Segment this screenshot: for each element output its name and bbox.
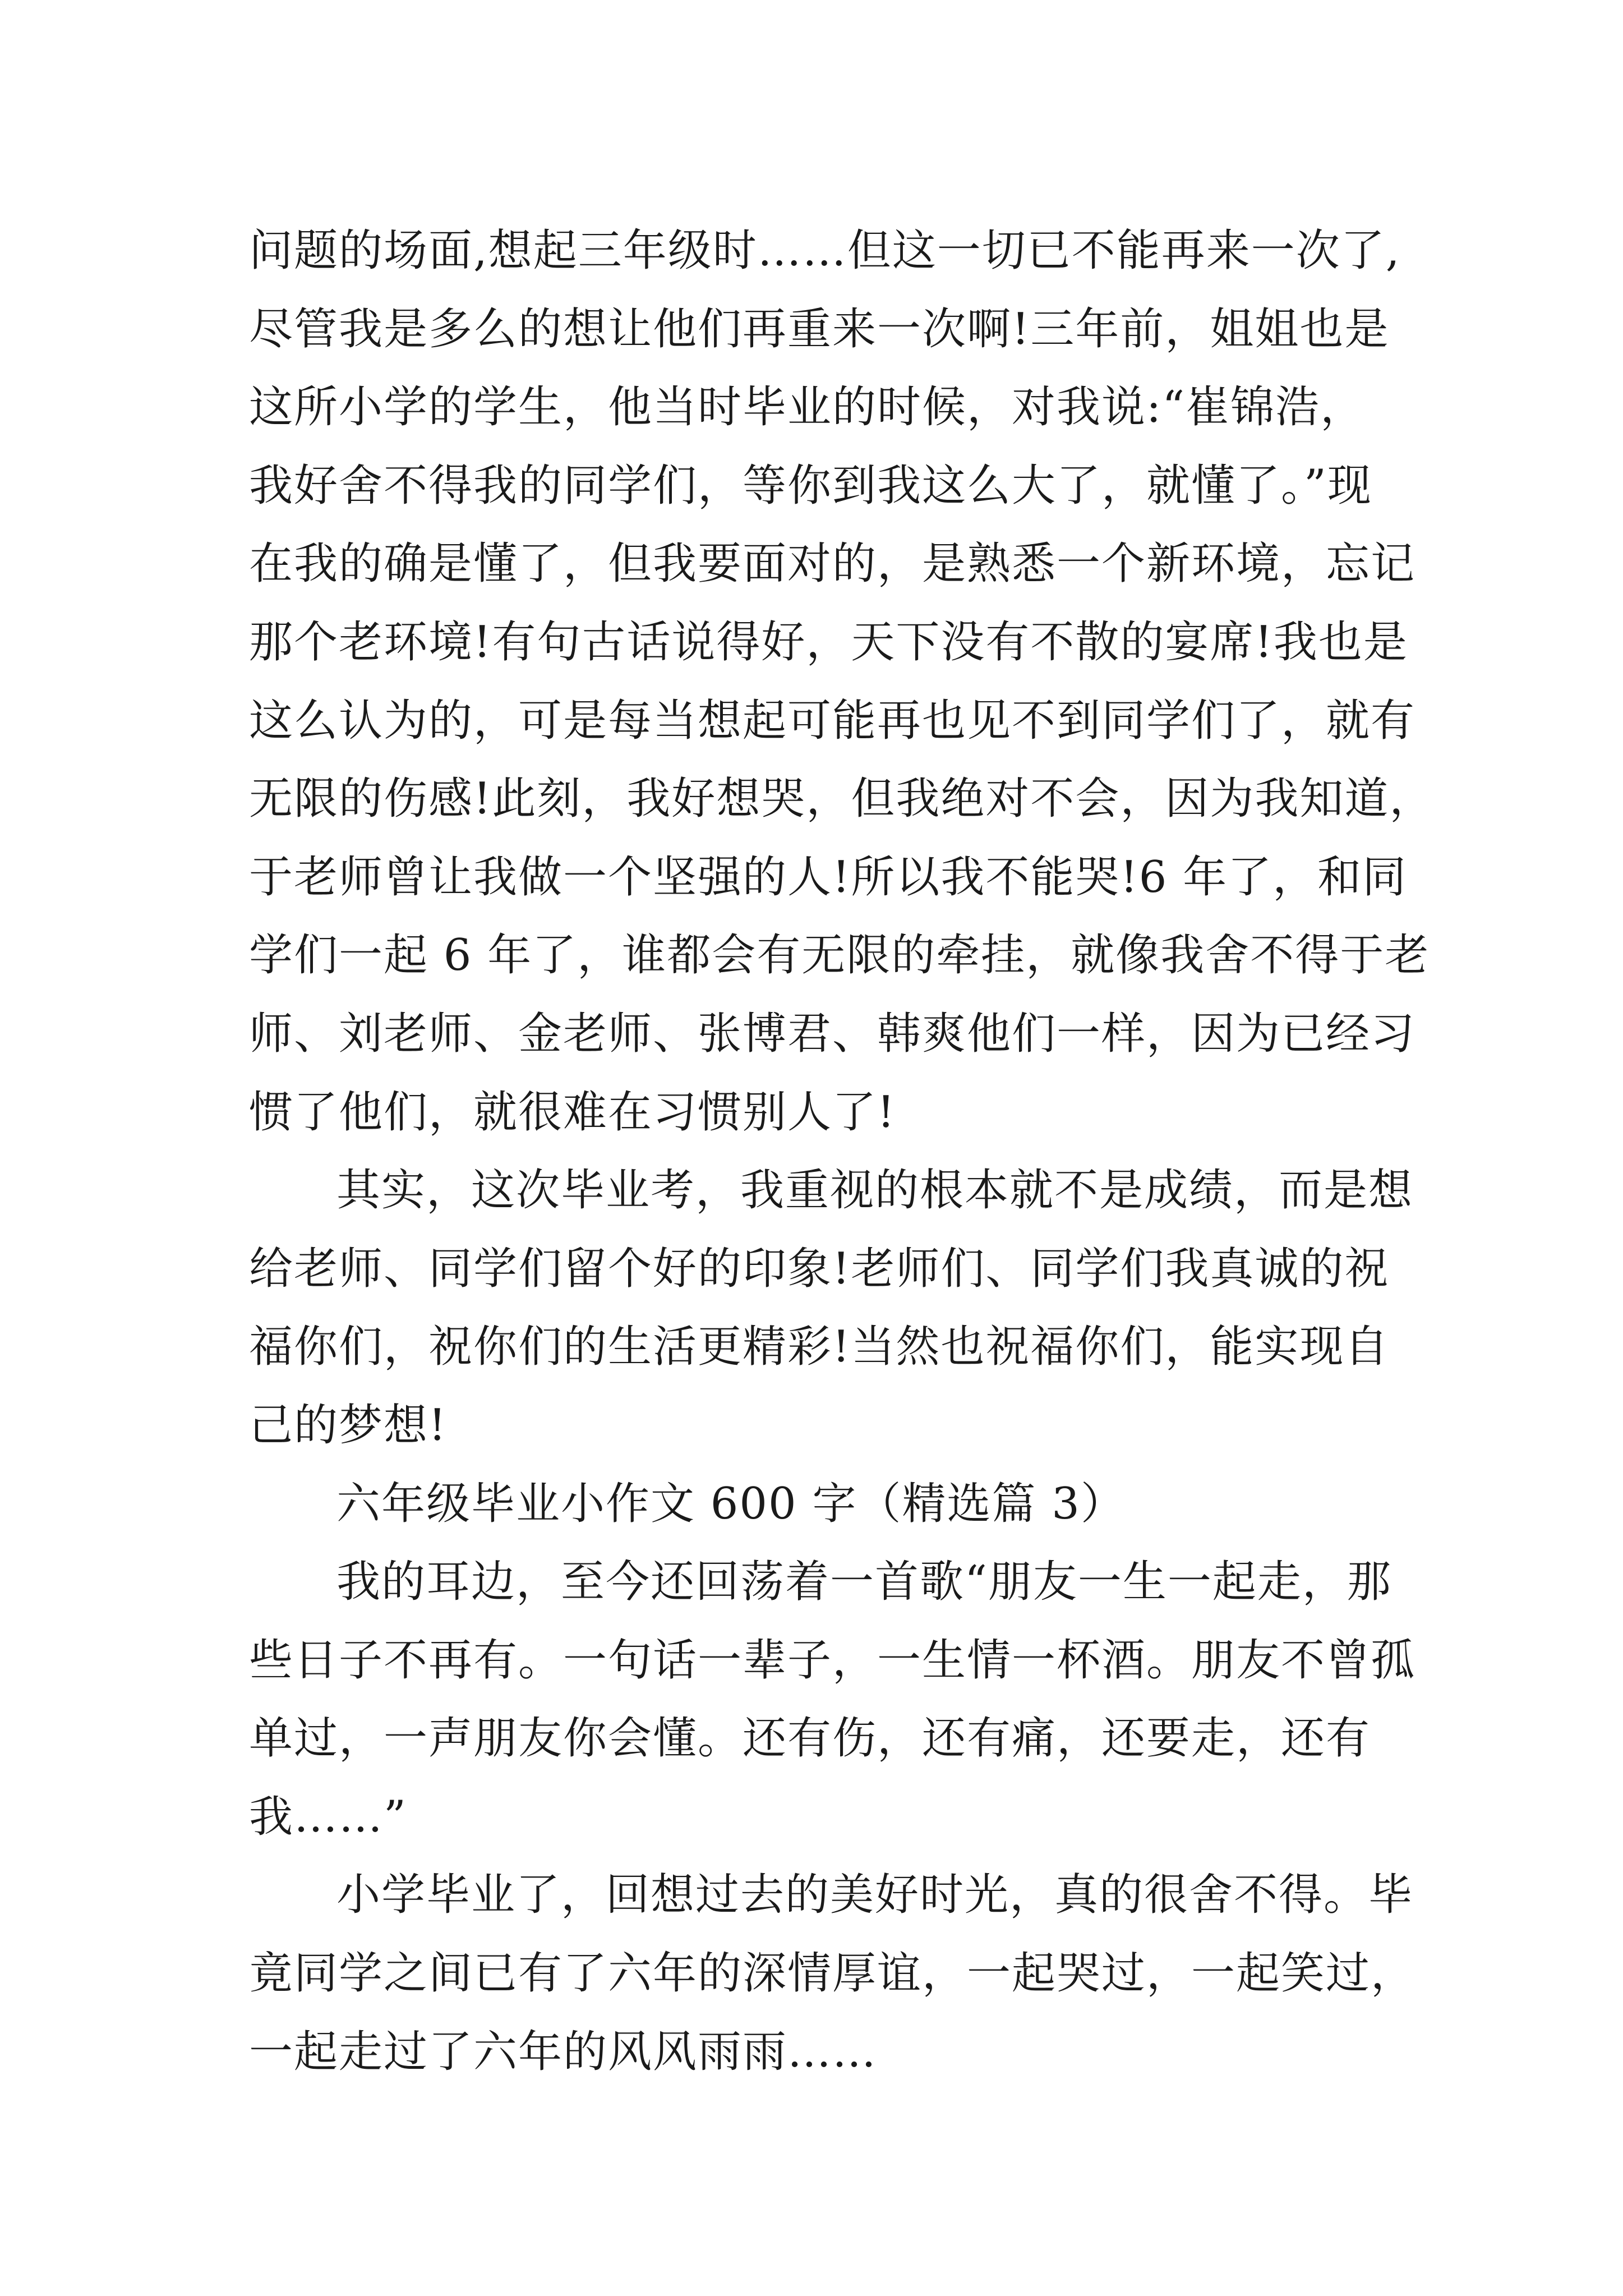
paragraph-line: 给老师、同学们留个好的印象!老师们、同学们我真诚的祝 <box>249 1243 1390 1294</box>
paragraph-line: 这么认为的，可是每当想起可能再也见不到同学们了，就有 <box>249 695 1416 746</box>
paragraph-first-line: 小学毕业了，回想过去的美好时光，真的很舍不得。毕 <box>336 1870 1414 1921</box>
paragraph-line: 尽管我是多么的想让他们再重来一次啊!三年前，姐姐也是 <box>249 303 1390 355</box>
paragraph-line: 一起走过了六年的风风雨雨…… <box>249 2026 878 2077</box>
paragraph-line: 那个老环境!有句古话说得好，天下没有不散的宴席!我也是 <box>249 616 1408 668</box>
paragraph-line: 己的梦想! <box>249 1400 448 1451</box>
paragraph-first-line: 其实，这次毕业考，我重视的根本就不是成绩，而是想 <box>336 1165 1414 1216</box>
paragraph-line: 于老师曾让我做一个坚强的人!所以我不能哭!6 年了，和同 <box>249 852 1408 903</box>
paragraph-line: 师、刘老师、金老师、张博君、韩爽他们一样，因为已经习 <box>249 1008 1416 1059</box>
paragraph-line: 这所小学的学生，他当时毕业的时候，对我说:“崔锦浩， <box>249 382 1366 433</box>
paragraph-line: 福你们，祝你们的生活更精彩!当然也祝福你们，能实现自 <box>249 1322 1390 1373</box>
paragraph-line: 在我的确是懂了，但我要面对的，是熟悉一个新环境，忘记 <box>249 539 1416 590</box>
paragraph-line: 些日子不再有。一句话一辈子，一生情一杯酒。朋友不曾孤 <box>249 1635 1416 1686</box>
paragraph-line: 问题的场面,想起三年级时……但这一切已不能再来一次了, <box>249 226 1401 276</box>
paragraph-line: 竟同学之间已有了六年的深情厚谊，一起哭过，一起笑过， <box>249 1948 1416 1999</box>
section-heading: 六年级毕业小作文 600 字（精选篇 3） <box>336 1478 1126 1529</box>
paragraph-line: 惯了他们，就很难在习惯别人了! <box>249 1087 896 1138</box>
paragraph-line: 无限的伤感!此刻，我好想哭，但我绝对不会，因为我知道， <box>249 774 1435 825</box>
paragraph-line: 我好舍不得我的同学们，等你到我这么大了，就懂了。”现 <box>249 460 1372 511</box>
paragraph-line: 学们一起 6 年了，谁都会有无限的牵挂，就像我舍不得于老 <box>249 930 1430 981</box>
paragraph-first-line: 我的耳边，至今还回荡着一首歌“朋友一生一起走，那 <box>336 1557 1392 1608</box>
document-body <box>249 212 1435 2091</box>
paragraph-line: 单过，一声朋友你会懂。还有伤，还有痛，还要走，还有 <box>249 1713 1371 1764</box>
paragraph-line: 我……” <box>249 1791 407 1842</box>
